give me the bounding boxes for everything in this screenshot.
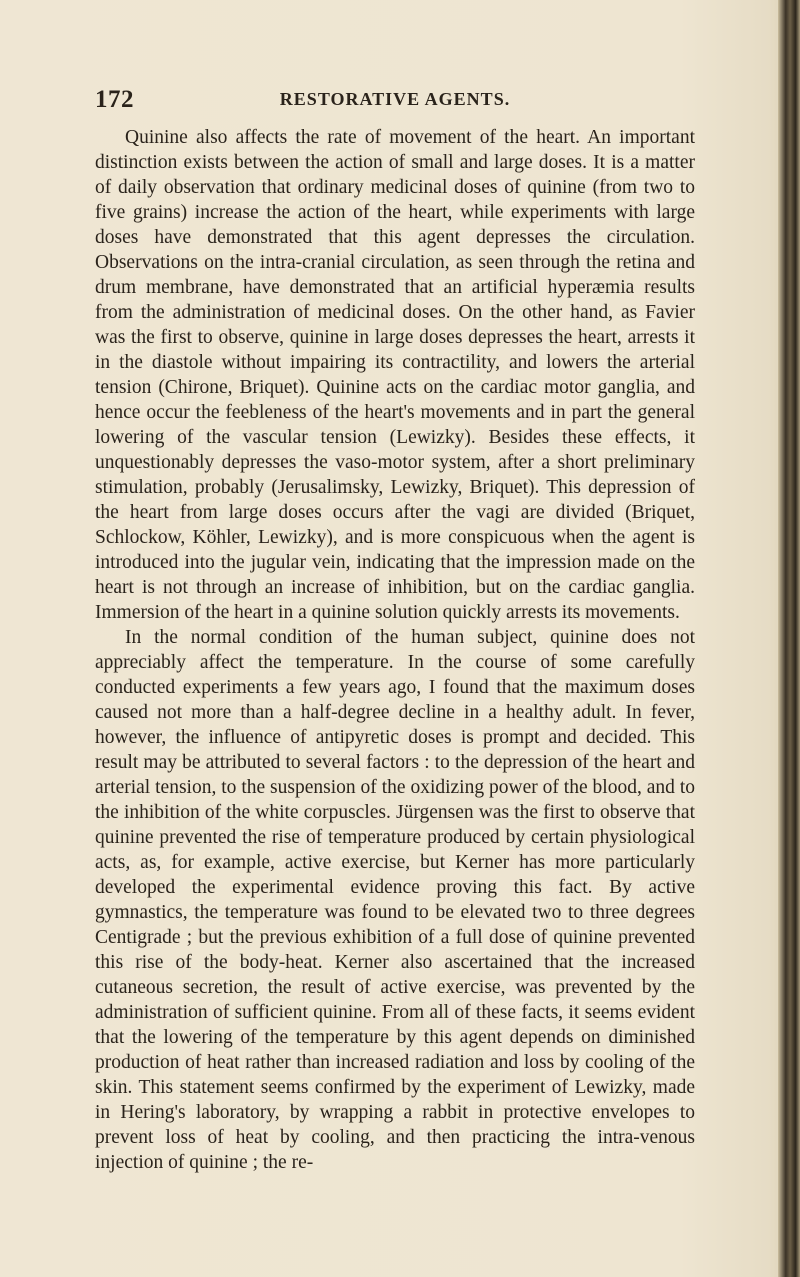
page-number: 172 <box>95 86 134 113</box>
body-text <box>95 125 695 1175</box>
paragraph: Quinine also affects the rate of movement of the heart. An important distinction exists between the action of small and large doses. It is a matter of daily observation that ordinary medicinal doses of quinine (from two to five grains) increase the action of the heart, while experiments with large doses have demonstrated that this agent depresses the circulation. Observations on the intra-cranial circulation, as seen through the retina and drum membrane, have demonstrated that an artificial hyperæmia results from the administration of medicinal doses. On the other hand, as Favier was the first to observe, quinine in large doses depresses the heart, arrests it in the diastole without impairing its contractility, and lowers the arterial tension (Chirone, Briquet). Quinine acts on the cardiac motor ganglia, and hence occur the feebleness of the heart's movements and in part the general lowering of the vascular tension (Lewizky). Besides these effects, it unquestionably depresses the vaso-motor system, after a short preliminary stimulation, probably (Jerusalimsky, Lewizky, Briquet). This depression of the heart from large doses occurs after the vagi are divided (Briquet, Schlockow, Köhler, Lewizky), and is more conspicuous when the agent is introduced into the jugular vein, indicating that the impression made on the heart is not through an increase of inhibition, but on the cardiac ganglia. Immersion of the heart in a quinine solution quickly arrests its movements. <box>95 127 695 623</box>
book-binding-edge <box>778 0 800 1277</box>
paragraph: In the normal condition of the human subject, quinine does not appreciably affect the temperature. In the course of some carefully conducted experiments a few years ago, I found that the maximum doses caused not more than a half-degree decline in a healthy adult. In fever, however, the influence of antipyretic doses is prompt and decided. This result may be attributed to several factors : to the depression of the heart and arterial tension, to the suspension of the oxidizing power of the blood, and to the inhibition of the white corpuscles. Jürgensen was the first to observe that quinine prevented the rise of temperature produced by certain physiological acts, as, for example, active exercise, but Kerner has more particularly developed the experimental evidence proving this fact. By active gymnastics, the temperature was found to be elevated two to three degrees Centigrade ; but the previous exhibition of a full dose of quinine prevented this rise of the body-heat. Kerner also ascertained that the increased cutaneous secretion, the result of active exercise, was prevented by the administration of sufficient quinine. From all of these facts, it seems evident that the lowering of the temperature by this agent depends on diminished production of heat rather than increased radiation and loss by cooling of the skin. This statement seems confirmed by the experiment of Lewizky, made in Hering's laboratory, by wrapping a rabbit in protective envelopes to prevent loss of heat by cooling, and then practicing the intra-venous injection of quinine ; the re- <box>95 627 695 1173</box>
running-head: RESTORATIVE AGENTS. <box>279 89 511 109</box>
page-header <box>95 86 695 116</box>
